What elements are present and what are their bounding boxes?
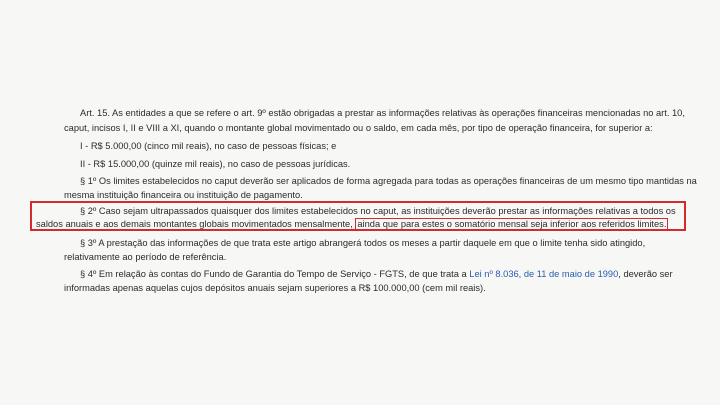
para2-line2-start: saldos anuais e aos demais montantes globais movimentados mensalmente, bbox=[36, 219, 353, 229]
law-link[interactable]: Lei nº 8.036, de 11 de maio de 1990 bbox=[469, 269, 619, 279]
para2-line2 bbox=[36, 217, 668, 232]
para1-line2: mesma instituição financeira ou instituição de pagamento. bbox=[64, 190, 303, 200]
para3-line1: § 3º A prestação das informações de que trata este artigo abrangerá todos os meses a partir daquele em que o limite tenha sido atingido, bbox=[80, 238, 646, 248]
para4-line1-start: § 4º Em relação às contas do Fundo de Garantia do Tempo de Serviço - FGTS, de que trata a bbox=[80, 269, 467, 279]
inciso-ii: II - R$ 15.000,00 (quinze mil reais), no caso de pessoas jurídicas. bbox=[80, 159, 351, 169]
inciso-i: I - R$ 5.000,00 (cinco mil reais), no caso de pessoas físicas; e bbox=[80, 141, 337, 151]
para1-line1: § 1º Os limites estabelecidos no caput deverão ser aplicados de forma agregada para todas as operações financeiras de um mesmo tipo mantidas na bbox=[80, 176, 697, 186]
para2-highlighted-phrase: ainda que para estes o somatório mensal seja inferior aos referidos limites. bbox=[357, 219, 667, 229]
para4-line1-end: , deverão ser bbox=[618, 269, 673, 279]
para4-line1 bbox=[80, 267, 673, 282]
art15-line2: caput, incisos I, II e VIII a XI, quando o montante global movimentado ou o saldo, em cada mês, por tipo de operação financeira, for superior a: bbox=[64, 123, 653, 133]
para3-line2: relativamente ao período de referência. bbox=[64, 252, 227, 262]
para2-line1: § 2º Caso sejam ultrapassados quaisquer dos limites estabelecidos no caput, as instituições deverão prestar as informações relativas a todos os bbox=[80, 206, 676, 216]
para4-line2: informadas apenas aquelas cujos depósitos anuais sejam superiores a R$ 100.000,00 (cem mil reais). bbox=[64, 283, 486, 293]
art15-line1: Art. 15. As entidades a que se refere o art. 9º estão obrigadas a prestar as informações relativas às operações financeiras mencionadas no art. 10, bbox=[80, 108, 685, 118]
